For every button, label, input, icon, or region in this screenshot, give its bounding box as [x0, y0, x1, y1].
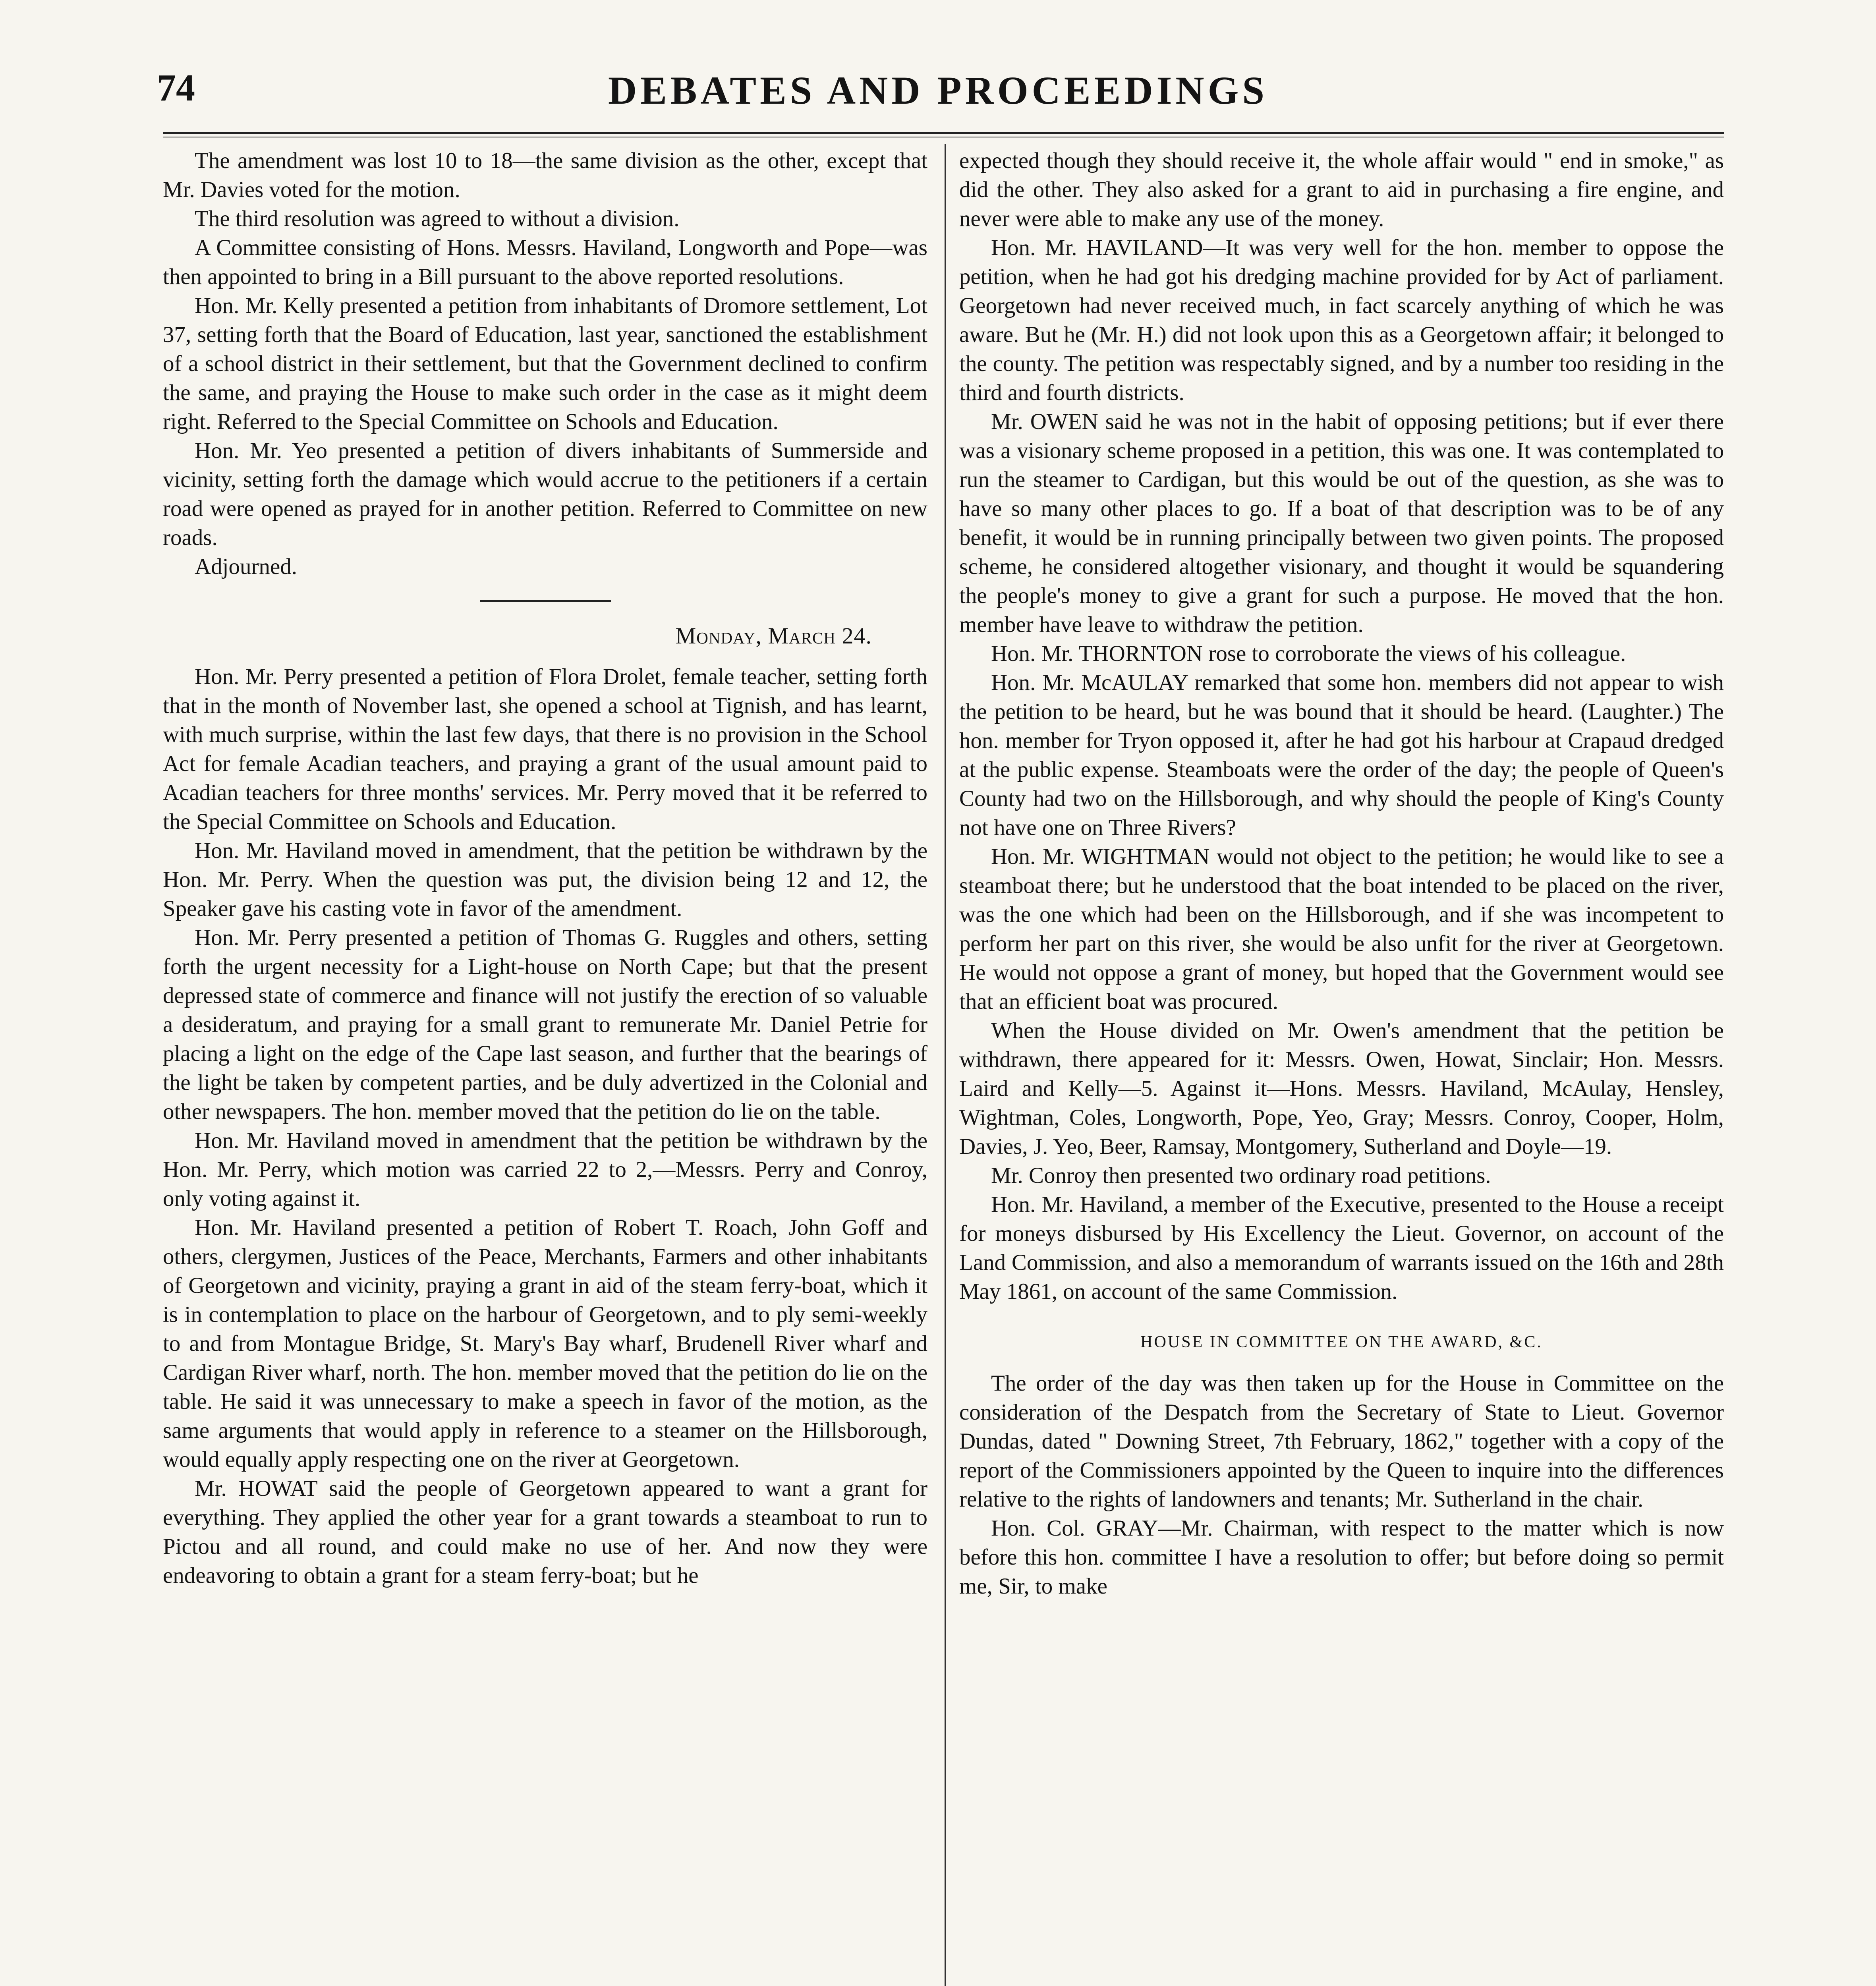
paragraph: Mr. OWEN said he was not in the habit of opposing petitions; but if ever there was a visionary scheme proposed in a petition, this was one. It was contemplated to run the steamer to Cardigan, but this would be out of the question, as she was to have so many other places to go. If a boat of that description was to be of any benefit, it would be in running principally between two given points. The proposed scheme, he considered altogether visionary, and thought it would be squandering the people's money to give a grant for such a purpose. He moved that the hon. member have leave to withdraw the petition. — [959, 409, 1724, 637]
paragraph: Hon. Mr. Perry presented a petition of Thomas G. Ruggles and others, setting forth the urgent necessity for a Light-house on North Cape; but that the present depressed state of commerce and finance will not justify the erection of so valuable a desideratum, and praying for a small grant to remunerate Mr. Daniel Petrie for placing a light on the edge of the Cape last season, and further that the bearings of the light be taken by competent parties, and be duly advertized in the Colonial and other newspapers. The hon. member moved that the petition do lie on the table. — [163, 925, 927, 1124]
paragraph: When the House divided on Mr. Owen's amendment that the petition be withdrawn, there appeared for it: Messrs. Owen, Howat, Sinclair; Hon. Messrs. Laird and Kelly—5. Against it—Hons. Messrs. Haviland, McAulay, Hensley, Wightman, Coles, Longworth, Pope, Yeo, Gray; Messrs. Conroy, Cooper, Holm, Davies, J. Yeo, Beer, Ramsay, Montgomery, Sutherland and Doyle—19. — [959, 1018, 1724, 1159]
paragraph: Hon. Mr. Haviland moved in amendment, that the petition be withdrawn by the Hon. Mr. Perry. When the question was put, the division being 12 and 12, the Speaker gave his casting vote in favor of the amendment. — [163, 838, 927, 921]
right-column — [959, 146, 1724, 1601]
dateline: Monday, March 24. — [675, 623, 872, 649]
paragraph: Hon. Mr. WIGHTMAN would not object to the petition; he would like to see a steamboat there; but he understood that the boat intended to be placed on the river, was the one which had been on the Hillsborough, and if she was incompetent to perform her part on this river, she would be also unfit for the river at Georgetown. He would not oppose a grant of money, but hoped that the Government would see that an efficient boat was procured. — [959, 844, 1724, 1014]
paragraph: Mr. Conroy then presented two ordinary road petitions. — [991, 1163, 1491, 1188]
paragraph: The order of the day was then taken up for the House in Committee on the consideration of the Despatch from the Secretary of State to Lieut. Governor Dundas, dated " Downing Street, 7th February, 1862," together with a copy of the report of the Commissioners appointed by the Queen to inquire into the differences relative to the rights of landowners and tenants; Mr. Sutherland in the chair. — [959, 1371, 1724, 1512]
paragraph: Hon. Mr. Perry presented a petition of Flora Drolet, female teacher, setting forth that in the month of November last, she opened a school at Tignish, and has learnt, with much surprise, within the last few days, that there is no provision in the School Act for female Acadian teachers, and praying a grant of the usual amount paid to Acadian teachers for three months' services. Mr. Perry moved that it be referred to the Special Committee on Schools and Education. — [163, 664, 927, 834]
paragraph: Adjourned. — [195, 554, 298, 579]
paragraph: Hon. Mr. HAVILAND—It was very well for the hon. member to oppose the petition, when he had got his dredging machine provided for by Act of parliament. Georgetown had never received much, in fact scarcely anything of which he was aware. But he (Mr. H.) did not look upon this as a Georgetown affair; it belonged to the county. The petition was respectably signed, and by a number too residing in the third and fourth districts. — [959, 235, 1724, 405]
running-title: DEBATES AND PROCEEDINGS — [608, 68, 1268, 112]
column-divider — [945, 144, 946, 1986]
paragraph: Hon. Mr. THORNTON rose to corroborate the views of his colleague. — [991, 641, 1626, 666]
left-column — [163, 146, 927, 1590]
paragraph: expected though they should receive it, the whole affair would " end in smoke," as did the other. They also asked for a grant to aid in purchasing a fire engine, and never were able to make any use of the money. — [959, 148, 1724, 231]
paragraph: Hon. Col. GRAY—Mr. Chairman, with respect to the matter which is now before this hon. committee I have a resolution to offer; but before doing so permit me, Sir, to make — [959, 1516, 1724, 1599]
section-heading: HOUSE IN COMMITTEE ON THE AWARD, &C. — [1140, 1333, 1543, 1351]
paragraph: Hon. Mr. McAULAY remarked that some hon. members did not appear to wish the petition to be heard, but he was bound that it should be heard. (Laughter.) The hon. member for Tryon opposed it, after he had got his harbour at Crapaud dredged at the public expense. Steamboats were the order of the day; the people of Queen's County had two on the Hillsborough, and why should the people of King's County not have one on Three Rivers? — [959, 670, 1724, 840]
page-number: 74 — [157, 66, 195, 109]
paragraph: Hon. Mr. Haviland, a member of the Executive, presented to the House a receipt for moneys disbursed by His Excellency the Lieut. Governor, on account of the Land Commission, and also a memorandum of warrants issued on the 16th and 28th May 1861, on account of the same Commission. — [959, 1192, 1724, 1304]
paragraph: Hon. Mr. Haviland moved in amendment that the petition be withdrawn by the Hon. Mr. Perry, which motion was carried 22 to 2,—Messrs. Perry and Conroy, only voting against it. — [163, 1128, 927, 1211]
paragraph: Mr. HOWAT said the people of Georgetown appeared to want a grant for everything. They applied the other year for a grant towards a steamboat to run to Pictou and all round, and could make no use of her. And now they were endeavoring to obtain a grant for a steam ferry-boat; but he — [163, 1476, 927, 1588]
paragraph: The third resolution was agreed to without a division. — [195, 206, 680, 231]
paragraph: The amendment was lost 10 to 18—the same division as the other, except that Mr. Davies voted for the motion. — [163, 148, 927, 202]
header-rule — [163, 132, 1724, 137]
paragraph: Hon. Mr. Yeo presented a petition of divers inhabitants of Summerside and vicinity, setting forth the damage which would accrue to the petitioners if a certain road were opened as prayed for in another petition. Referred to Committee on new roads. — [163, 438, 927, 550]
paragraph: Hon. Mr. Haviland presented a petition of Robert T. Roach, John Goff and others, clergymen, Justices of the Peace, Merchants, Farmers and other inhabitants of Georgetown and vicinity, praying a grant in aid of the steam ferry-boat, which it is in contemplation to place on the harbour of Georgetown, and to ply semi-weekly to and from Montague Bridge, St. Mary's Bay wharf, Brudenell River wharf and Cardigan River wharf, north. The hon. member moved that the petition do lie on the table. He said it was unnecessary to make a speech in favor of the motion, as the same arguments that would apply in reference to a steamer on the Hillsborough, would equally apply respecting one on the river at Georgetown. — [163, 1215, 927, 1472]
paragraph: A Committee consisting of Hons. Messrs. Haviland, Longworth and Pope—was then appointed to bring in a Bill pursuant to the above reported resolutions. — [163, 235, 927, 289]
paragraph: Hon. Mr. Kelly presented a petition from inhabitants of Dromore settlement, Lot 37, setting forth that the Board of Education, last year, sanctioned the establishment of a school district in their settlement, but that the Government declined to confirm the same, and praying the House to make such order in the case as it might deem right. Referred to the Special Committee on Schools and Education. — [163, 293, 927, 434]
section-divider — [480, 600, 611, 602]
